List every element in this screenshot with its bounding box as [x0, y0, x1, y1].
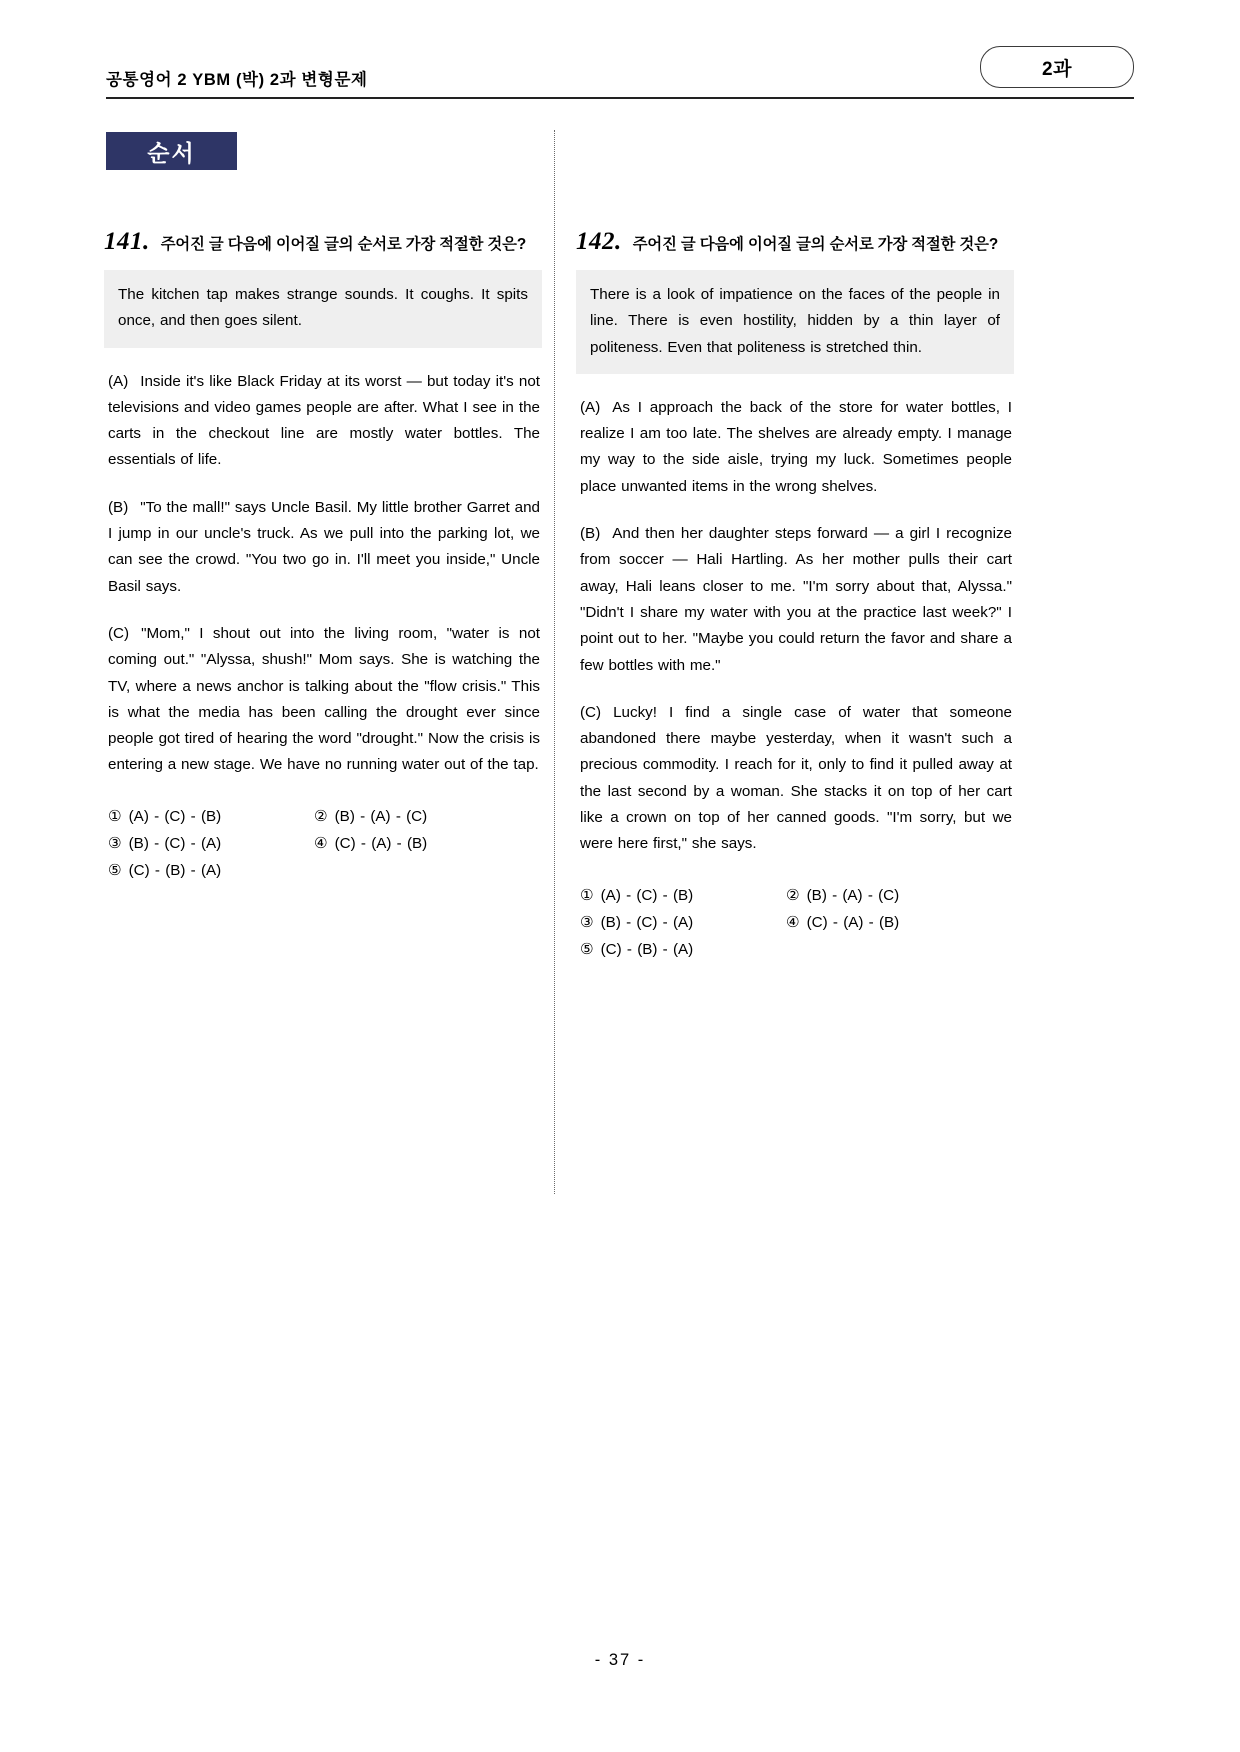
question-142-choice-3-marker: ③ [580, 913, 594, 931]
question-142-paragraph-c [576, 700, 1014, 858]
question-141-paragraph-c [104, 621, 542, 779]
question-141-choice-5-text: (C) - (B) - (A) [128, 861, 222, 879]
question-142-paragraph-a-label: (A) [580, 398, 601, 416]
question-142-choice-4-text: (C) - (A) - (B) [806, 913, 900, 931]
question-141-choice-5-marker: ⑤ [108, 861, 122, 879]
question-142-choice-3[interactable] [580, 909, 786, 936]
question-141-paragraph-c-text: "Mom," I shout out into the living room, "water is not coming out." "Alyssa, shush!" Mom says. She is watching the TV, where a news anchor is talking about the "flow crisis." This is what the media has been calling the drought ever since people got tired of hearing the word "drought." Now the crisis is entering a new stage. We have no running water out of the tap. [108, 624, 540, 774]
question-142-choice-row-3 [580, 936, 1014, 963]
question-141-stimulus-text: The kitchen tap makes strange sounds. It coughs. It spits once, and then goes silent. [118, 286, 528, 330]
question-142-choices [576, 882, 1014, 963]
question-142-paragraph-b [576, 521, 1014, 679]
question-142-choice-5[interactable] [580, 936, 786, 963]
question-141-number: 141. [104, 228, 150, 255]
question-141-stimulus-box [104, 270, 542, 348]
page-header [0, 0, 1240, 110]
question-142-choice-5-marker: ⑤ [580, 940, 594, 958]
page-footer [0, 1651, 1240, 1670]
question-142-choice-4-marker: ④ [786, 913, 800, 931]
question-141-paragraph-a-text: Inside it's like Black Friday at its worst — but today it's not televisions and video games people are after. What I see in the carts in the checkout line are mostly water bottles. The essentials of life. [108, 372, 540, 469]
lesson-badge-label: 2과 [1042, 58, 1072, 80]
two-column-body [0, 228, 1240, 1228]
question-141-choice-2-marker: ② [314, 807, 328, 825]
question-141-choice-5[interactable] [108, 857, 314, 884]
question-142-prompt: 주어진 글 다음에 이어질 글의 순서로 가장 적절한 것은? [632, 236, 999, 253]
question-141-choice-1-marker: ① [108, 807, 122, 825]
question-141-choice-row-1 [108, 803, 542, 830]
question-141-choice-2[interactable] [314, 803, 520, 830]
column-left [104, 228, 542, 884]
header-divider-rule [106, 97, 1134, 99]
question-142-paragraph-b-text: And then her daughter steps forward — a girl I recognize from soccer — Hali Hartling. As her mother pulls their cart away, Hali leans closer to me. "I'm sorry about that, Alyssa." "Didn't I share my water with you at the practice last week?" I point out to her. "Maybe you could return the favor and share a few bottles with me." [580, 525, 1012, 674]
question-141-choice-4[interactable] [314, 830, 520, 857]
question-141-header [104, 228, 542, 256]
question-141-paragraph-a-label: (A) [108, 372, 129, 390]
column-divider [554, 130, 555, 1194]
question-142-choice-5-text: (C) - (B) - (A) [600, 940, 694, 958]
question-142 [576, 228, 1014, 963]
question-141-choice-4-text: (C) - (A) - (B) [334, 834, 428, 852]
question-142-stimulus-text: There is a look of impatience on the faces of the people in line. There is even hostility, hidden by a thin layer of politeness. Even that politeness is stretched thin. [590, 286, 1000, 356]
question-142-paragraph-a-text: As I approach the back of the store for water bottles, I realize I am too late. The shelves are already empty. I manage my way to the side aisle, trying my luck. Sometimes people place unwanted items in the wrong shelves. [580, 398, 1012, 495]
question-141-choice-2-text: (B) - (A) - (C) [334, 807, 428, 825]
question-142-paragraph-c-label: (C) [580, 703, 602, 721]
question-142-choice-2[interactable] [786, 882, 992, 909]
question-142-choice-4[interactable] [786, 909, 992, 936]
question-142-choice-row-2 [580, 909, 1014, 936]
question-141-choice-3[interactable] [108, 830, 314, 857]
question-142-choice-1[interactable] [580, 882, 786, 909]
column-right [576, 228, 1014, 963]
question-141-choice-3-text: (B) - (C) - (A) [128, 834, 222, 852]
question-141-choice-3-marker: ③ [108, 834, 122, 852]
question-142-paragraph-c-text: Lucky! I find a single case of water that someone abandoned there maybe yesterday, when it wasn't such a precious commodity. I reach for it, only to find it pulled away at the last second by a woman. She stacks it on top of her cart like a crown on top of her canned goods. "I'm sorry, but we were here first," she says. [580, 703, 1012, 853]
question-141-choice-row-3 [108, 857, 542, 884]
question-142-paragraph-a [576, 395, 1014, 500]
question-142-choice-1-marker: ① [580, 886, 594, 904]
question-141-paragraph-b-label: (B) [108, 498, 129, 516]
question-141-prompt: 주어진 글 다음에 이어질 글의 순서로 가장 적절한 것은? [160, 236, 527, 253]
question-142-choice-row-1 [580, 882, 1014, 909]
page-number: - 37 - [594, 1651, 646, 1669]
question-142-choice-1-text: (A) - (C) - (B) [600, 886, 694, 904]
question-142-choice-2-marker: ② [786, 886, 800, 904]
question-142-stimulus-box [576, 270, 1014, 374]
question-142-choice-3-text: (B) - (C) - (A) [600, 913, 694, 931]
question-141-choice-1-text: (A) - (C) - (B) [128, 807, 222, 825]
question-141-choice-1[interactable] [108, 803, 314, 830]
question-142-number: 142. [576, 228, 622, 255]
question-141-choice-row-2 [108, 830, 542, 857]
lesson-badge [980, 46, 1134, 88]
question-142-header [576, 228, 1014, 256]
question-141-paragraph-b [104, 495, 542, 600]
question-141-paragraph-b-text: "To the mall!" says Uncle Basil. My little brother Garret and I jump in our uncle's truck. As we pull into the parking lot, we can see the crowd. "You two go in. I'll meet you inside," Uncle Basil says. [108, 498, 540, 595]
question-141-choices [104, 803, 542, 884]
question-141-paragraph-a [104, 369, 542, 474]
question-142-paragraph-b-label: (B) [580, 525, 601, 543]
question-142-choice-2-text: (B) - (A) - (C) [806, 886, 900, 904]
question-141-paragraph-c-label: (C) [108, 624, 130, 642]
question-141-choice-4-marker: ④ [314, 834, 328, 852]
section-tag-label: 순서 [147, 139, 196, 166]
document-title: 공통영어 2 YBM (박) 2과 변형문제 [106, 71, 368, 89]
question-141 [104, 228, 542, 884]
section-tag [106, 132, 237, 170]
